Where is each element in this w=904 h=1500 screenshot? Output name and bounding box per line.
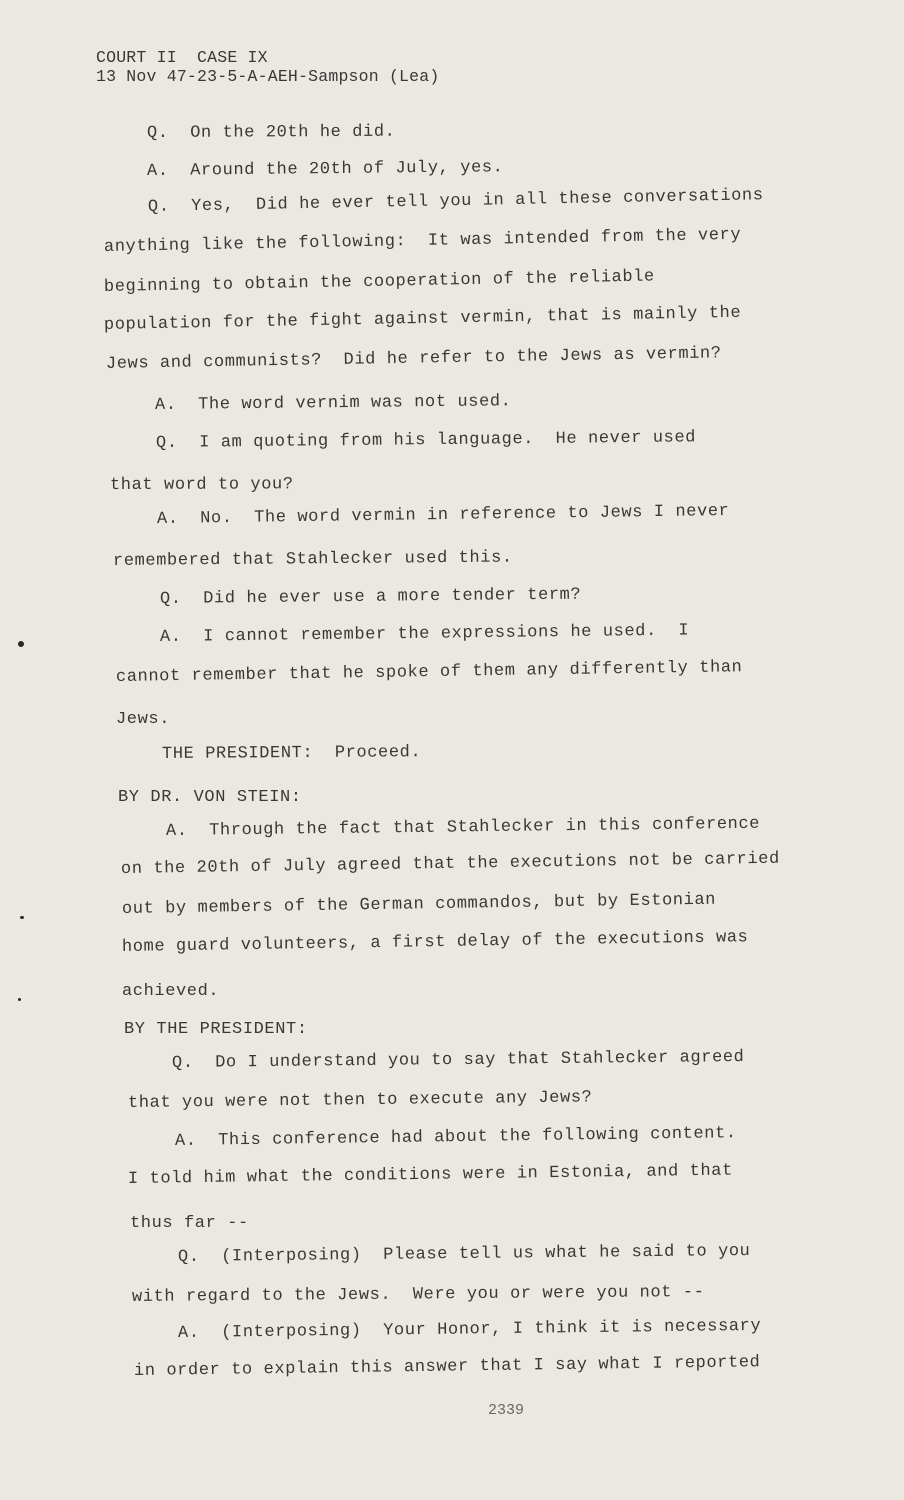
transcript-line: Q. On the 20th he did. — [146, 122, 396, 143]
transcript-line: I told him what the conditions were in Estonia, and that — [127, 1161, 733, 1189]
court-case-line: COURT II CASE IX — [96, 48, 268, 67]
transcript-line: Q. I am quoting from his language. He never used — [155, 428, 697, 453]
transcript-line: A. (Interposing) Your Honor, I think it is necessary — [177, 1316, 762, 1343]
date-reference-line: 13 Nov 47-23-5-A-AEH-Sampson (Lea) — [96, 67, 440, 86]
transcript-line: A. Around the 20th of July, yes. — [146, 158, 504, 181]
margin-mark — [18, 998, 21, 1001]
transcript-line: Q. (Interposing) Please tell us what he said to you — [177, 1242, 751, 1267]
transcript-line: on the 20th of July agreed that the executions not be carried — [120, 849, 780, 879]
transcript-line: BY THE PRESIDENT: — [124, 1020, 308, 1039]
transcript-line: cannot remember that he spoke of them any differently than — [115, 658, 743, 687]
transcript-line: A. Through the fact that Stahlecker in this conference — [165, 814, 761, 841]
transcript-line: out by members of the German commandos, but by Estonian — [121, 890, 717, 919]
transcript-line: A. This conference had about the following content. — [174, 1124, 737, 1151]
transcript-line: Q. Did he ever use a more tender term? — [159, 585, 582, 609]
transcript-line: anything like the following: It was intended from the very — [103, 225, 742, 257]
transcript-line: Q. Yes, Did he ever tell you in all these conversations — [147, 186, 764, 217]
transcript-line: Q. Do I understand you to say that Stahlecker agreed — [171, 1048, 745, 1073]
transcript-line: population for the fight against vermin, that is mainly the — [103, 303, 742, 335]
transcript-line: A. I cannot remember the expressions he used. I — [159, 621, 690, 647]
transcript-line: remembered that Stahlecker used this. — [112, 548, 513, 571]
transcript-line: A. The word vernim was not used. — [154, 392, 512, 415]
transcript-line: thus far -- — [130, 1214, 249, 1233]
transcript-line: beginning to obtain the cooperation of the reliable — [103, 267, 655, 297]
transcript-line: achieved. — [122, 982, 220, 1001]
page-number: 2339 — [488, 1402, 525, 1419]
transcript-line: BY DR. VON STEIN: — [118, 788, 302, 807]
transcript-line: that word to you? — [109, 475, 294, 495]
margin-mark — [18, 641, 24, 647]
transcript-line: A. No. The word vermin in reference to Jews I never — [156, 502, 730, 529]
transcript-line: THE PRESIDENT: Proceed. — [161, 743, 422, 764]
transcript-line: Jews. — [116, 710, 171, 729]
transcript-line: Jews and communists? Did he refer to the Jews as vermin? — [105, 344, 722, 374]
transcript-line: in order to explain this answer that I say what I reported — [133, 1353, 761, 1381]
transcript-line: with regard to the Jews. Were you or were you not -- — [131, 1283, 705, 1307]
margin-mark — [20, 916, 24, 919]
transcript-line: home guard volunteers, a first delay of the executions was — [121, 928, 749, 957]
transcript-line: that you were not then to execute any Jews? — [127, 1088, 593, 1113]
document-header — [96, 48, 439, 86]
